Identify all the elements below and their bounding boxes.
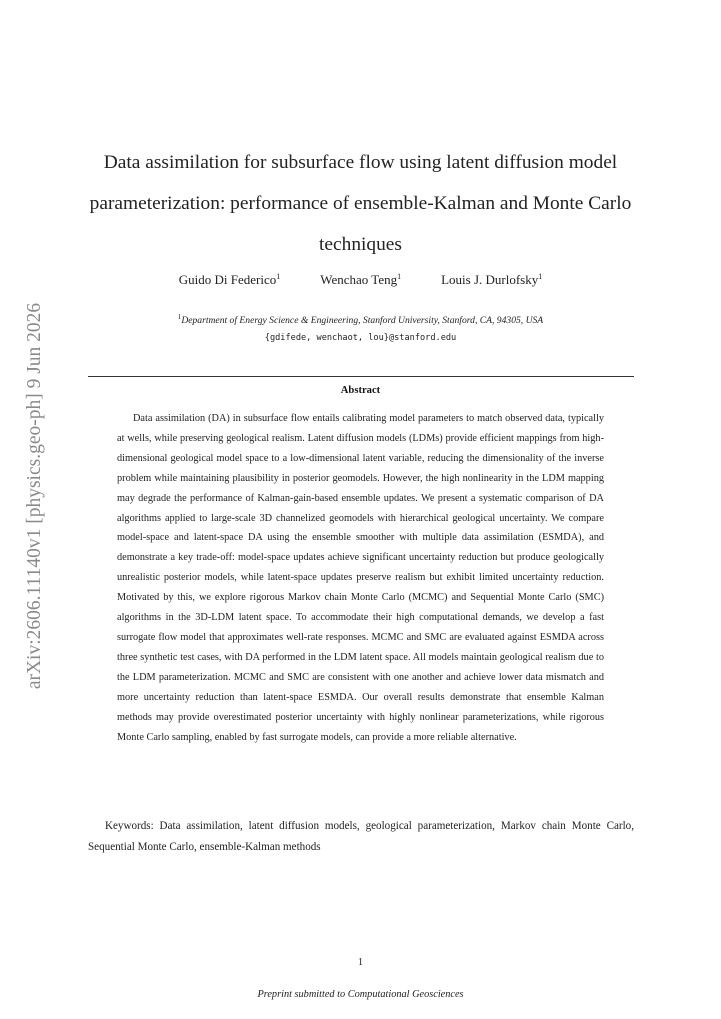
- preprint-footer: Preprint submitted to Computational Geosciences: [257, 989, 464, 1000]
- abstract-text: Data assimilation (DA) in subsurface flow entails calibrating model parameters to match observed data, typically at wells, while preserving geological realism. Latent diffusion models (LDMs) provide efficient mappings from high-dimensional geological model space to a low-dimensional latent variable, reducing the dimensionality of the inverse problem while maintaining plausibility in posterior geomodels. However, the high nonlinearity in the LDM mapping may degrade the performance of Kalman-gain-based ensemble updates. We present a systematic comparison of DA algorithms applied to large-scale 3D channelized geomodels with hierarchical geological uncertainty. We compare model-space and latent-space DA using the ensemble smoother with multiple data assimilation (ESMDA), and demonstrate a key trade-off: model-space updates achieve significant uncertainty reduction but produce geologically unrealistic posterior models, while latent-space updates preserve realism but exhibit limited uncertainty reduction. Motivated by this, we explore rigorous Markov chain Monte Carlo (MCMC) and Sequential Monte Carlo (SMC) algorithms in the 3D-LDM latent space. To accommodate their high computational demands, we develop a fast surrogate flow model that approximates well-rate responses. MCMC and SMC are evaluated against ESMDA across three synthetic test cases, with DA performed in the LDM latent space. All models maintain geological realism due to the LDM parameterization. MCMC and SMC are consistent with one another and achieve lower data mismatch and more uncertainty reduction than latent-space ESMDA. Our overall results demonstrate that ensemble Kalman methods may provide overestimated posterior uncertainty with highly nonlinear parameterizations, while rigorous Monte Carlo sampling, enabled by fast surrogate models, can provide a more reliable alternative.: [117, 413, 604, 743]
- affiliation-mark: 1: [177, 313, 182, 321]
- affiliation-mark: 1: [538, 272, 543, 281]
- author: Guido Di Federico$^1$: [178, 272, 281, 287]
- author: Wenchao Teng$^1$: [320, 272, 402, 287]
- section-divider: [88, 376, 634, 377]
- author-emails: {gdifede, wenchaot, lou}@stanford.edu: [264, 333, 457, 343]
- affiliation-text: Department of Energy Science & Engineering, Stanford University, Stanford, CA, 94305, USA: [181, 315, 544, 326]
- author-list: [88, 272, 633, 290]
- keywords: Keywords: Data assimilation, latent diffusion models, geological parameterization, Markov chain Monte Carlo, Sequential Monte Carlo, ensemble-Kalman methods: [88, 820, 634, 853]
- affiliation-mark: 1: [276, 272, 281, 281]
- page-number: 1: [357, 957, 364, 968]
- paper-title: Data assimilation for subsurface flow using latent diffusion model parameterization: performance of ensemble-Kalman and Monte Carlo techniques: [89, 152, 632, 255]
- affiliation-mark: 1: [397, 272, 402, 281]
- affiliation: [88, 313, 633, 326]
- arxiv-identifier-stamp: arXiv:2606.11140v1 [physics.geo-ph] 9 Jun 2026: [24, 302, 45, 690]
- author: Louis J. Durlofsky$^1$: [441, 272, 543, 287]
- abstract-heading: Abstract: [340, 385, 381, 396]
